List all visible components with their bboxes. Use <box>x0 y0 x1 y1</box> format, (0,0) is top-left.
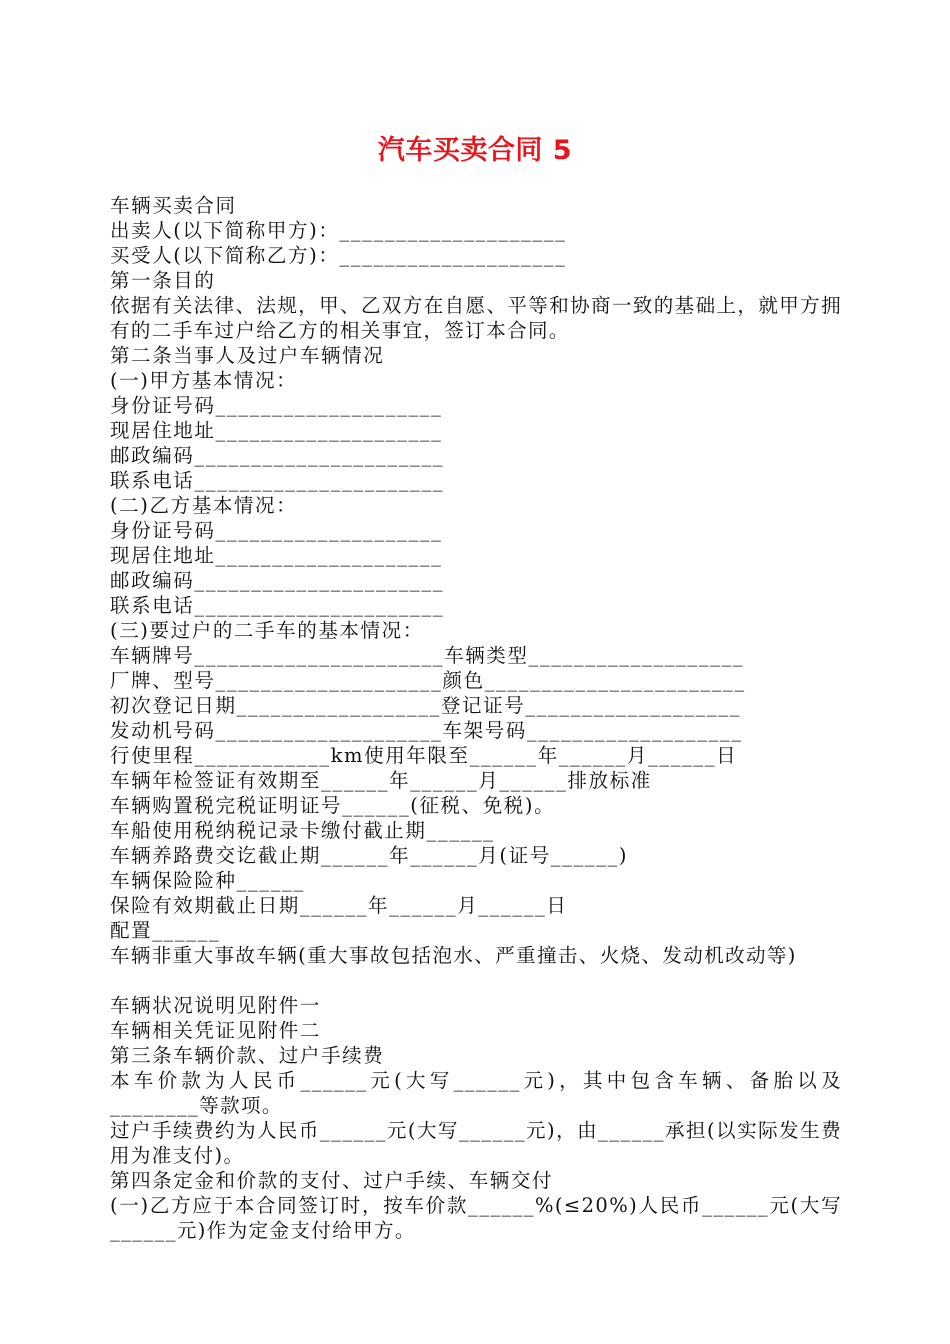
document-title: 汽车买卖合同 5 <box>377 135 573 166</box>
buyer-line: 买受人(以下简称乙方)：____________________ <box>110 244 567 267</box>
vehicle-plate-type: 车辆牌号______________________车辆类型___________________ <box>110 644 745 667</box>
vehicle-inspection: 车辆年检签证有效期至______年______月______排放标准 <box>110 769 652 792</box>
article-1-heading: 第一条目的 <box>110 269 216 292</box>
article-1-text: 依据有关法律、法规，甲、乙双方在自愿、平等和协商一致的基础上，就甲方拥有的二手车过户给乙方的相关事宜，签订本合同。 <box>110 294 842 342</box>
article-4-heading: 第四条定金和价款的支付、过户手续、车辆交付 <box>110 1169 554 1192</box>
contract-heading: 车辆买卖合同 <box>110 194 237 217</box>
vehicle-engine-frame: 发动机号码____________________车架号码___________________ <box>110 719 743 742</box>
vehicle-brand-color: 厂牌、型号____________________颜色_______________________ <box>110 669 746 692</box>
party-b-id: 身份证号码____________________ <box>110 519 443 542</box>
party-b-postcode: 邮政编码______________________ <box>110 569 445 592</box>
vehicle-insurance-type: 车辆保险险种______ <box>110 869 305 892</box>
vehicle-price-text: 本车价款为人民币______元(大写______元)，其中包含车辆、备胎以及________等款项。 <box>110 1069 842 1117</box>
party-b-address: 现居住地址____________________ <box>110 544 443 567</box>
transfer-fee-text: 过户手续费约为人民币______元(大写______元)，由______承担(以实际发生费用为准支付)。 <box>110 1119 842 1167</box>
attachment-2-note: 车辆相关凭证见附件二 <box>110 1019 322 1042</box>
article-3-heading: 第三条车辆价款、过户手续费 <box>110 1044 385 1067</box>
party-a-address: 现居住地址____________________ <box>110 419 443 442</box>
vehicle-mileage: 行使里程____________km使用年限至______年______月______日 <box>110 744 738 767</box>
vehicle-registration: 初次登记日期__________________登记证号___________________ <box>110 694 741 717</box>
vehicle-insurance-expiry: 保险有效期截止日期______年______月______日 <box>110 894 568 917</box>
contract-body <box>110 193 842 1243</box>
deposit-text: (一)乙方应于本合同签订时，按车价款______%(≤20%)人民币______元(大写______元)作为定金支付给甲方。 <box>110 1194 842 1242</box>
vehicle-purchase-tax: 车辆购置税完税证明证号______(征税、免税)。 <box>110 794 556 817</box>
vehicle-road-fee: 车辆养路费交讫截止期______年______月(证号______) <box>110 844 629 867</box>
party-a-phone: 联系电话______________________ <box>110 469 445 492</box>
party-a-heading: (一)甲方基本情况： <box>110 369 298 392</box>
vehicle-vessel-tax: 车船使用税纳税记录卡缴付截止期______ <box>110 819 495 842</box>
party-b-phone: 联系电话______________________ <box>110 594 445 617</box>
article-2-heading: 第二条当事人及过户车辆情况 <box>110 344 385 367</box>
vehicle-heading: (三)要过户的二手车的基本情况： <box>110 619 424 642</box>
attachment-1-note: 车辆状况说明见附件一 <box>110 994 322 1017</box>
seller-line: 出卖人(以下简称甲方)：____________________ <box>110 219 567 242</box>
party-b-heading: (二)乙方基本情况： <box>110 494 298 517</box>
party-a-id: 身份证号码____________________ <box>110 394 443 417</box>
party-a-postcode: 邮政编码______________________ <box>110 444 445 467</box>
vehicle-accident-statement: 车辆非重大事故车辆(重大事故包括泡水、严重撞击、火烧、发动机改动等) <box>110 944 797 967</box>
vehicle-configuration: 配置______ <box>110 919 221 942</box>
